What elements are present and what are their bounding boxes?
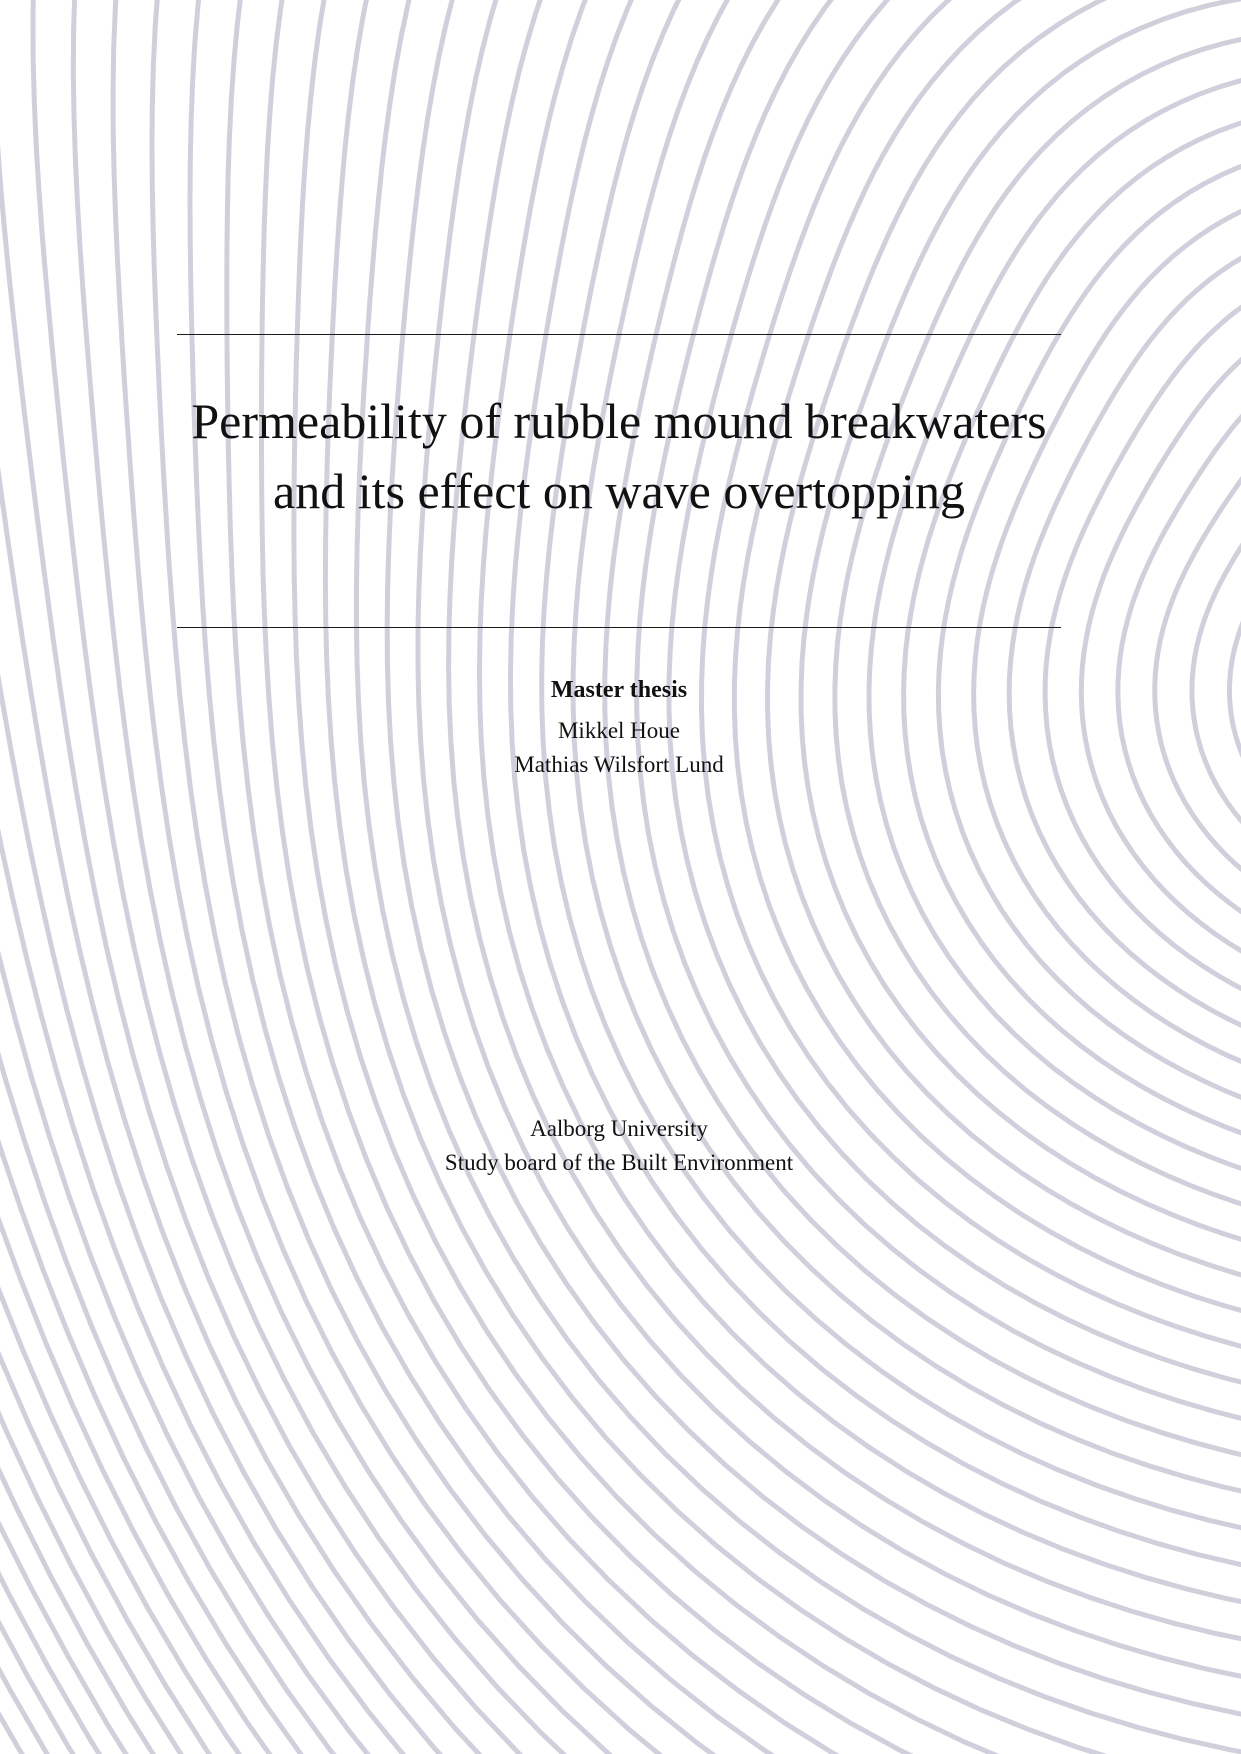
wave-line bbox=[325, 0, 1241, 1754]
affiliation bbox=[177, 1112, 1061, 1180]
thesis-title: Permeability of rubble mound breakwaters and its effect on wave overtopping bbox=[191, 393, 1047, 519]
document-type: Master thesis bbox=[550, 677, 688, 703]
title-top-rule bbox=[177, 334, 1061, 335]
author-name: Mikkel Houe bbox=[557, 718, 680, 743]
institution-name: Aalborg University bbox=[530, 1116, 708, 1141]
department-name: Study board of the Built Environment bbox=[444, 1150, 794, 1175]
author-name: Mathias Wilsfort Lund bbox=[514, 752, 724, 777]
title-bottom-rule bbox=[177, 627, 1061, 628]
wave-line bbox=[904, 105, 1241, 1210]
author-list bbox=[177, 714, 1061, 782]
